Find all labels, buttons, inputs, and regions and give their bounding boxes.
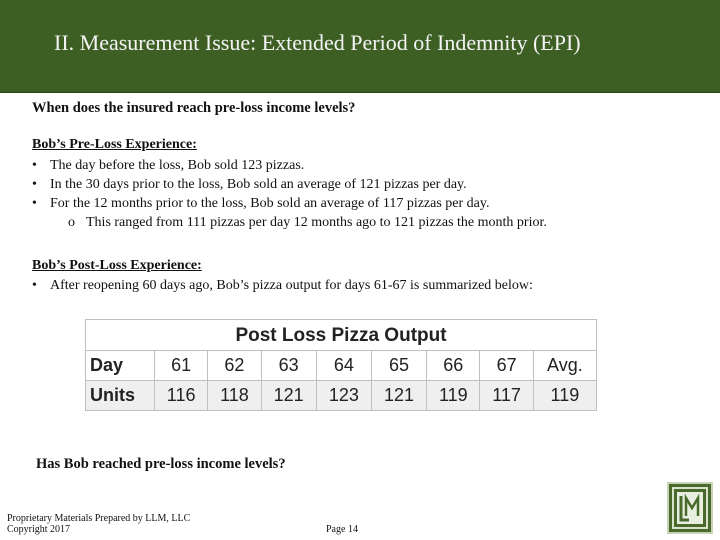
bullet-icon: •	[32, 158, 37, 173]
row-header-units: Units	[86, 381, 155, 411]
day-cell: 66	[427, 351, 480, 381]
company-logo	[667, 482, 713, 534]
bullet-icon: •	[32, 177, 37, 192]
day-cell: 67	[480, 351, 533, 381]
slide-title: II. Measurement Issue: Extended Period of Indemnity (EPI)	[54, 30, 581, 55]
list-item: • For the 12 months prior to the loss, Bob sold an average of 117 pizzas per day.	[32, 196, 490, 211]
sub-list-item: o This ranged from 111 pizzas per day 12 months ago to 121 pizzas the month prior.	[68, 215, 547, 230]
footer-line-1: Proprietary Materials Prepared by LLM, LLC	[7, 513, 191, 524]
units-avg-cell: 119	[533, 381, 596, 411]
key-question: When does the insured reach pre-loss income levels?	[32, 100, 356, 116]
list-item: • After reopening 60 days ago, Bob’s pizza output for days 61-67 is summarized below:	[32, 278, 533, 293]
units-cell: 119	[427, 381, 480, 411]
footer-copyright	[7, 513, 190, 535]
bullet-icon: •	[32, 196, 37, 211]
day-cell: 62	[208, 351, 261, 381]
units-cell: 116	[155, 381, 208, 411]
sub-bullet-icon: o	[68, 215, 75, 230]
footer-line-2: Copyright 2017	[7, 524, 71, 535]
units-cell: 118	[208, 381, 261, 411]
bullet-icon: •	[32, 278, 37, 293]
day-cell: 63	[261, 351, 316, 381]
slide-header	[0, 0, 720, 93]
pizza-output-table	[85, 319, 597, 411]
avg-header-cell: Avg.	[533, 351, 596, 381]
page-number: Page 14	[326, 524, 358, 535]
day-cell: 61	[155, 351, 208, 381]
day-cell: 65	[371, 351, 426, 381]
units-cell: 121	[371, 381, 426, 411]
row-header-day: Day	[86, 351, 155, 381]
table-row-day	[86, 351, 597, 381]
list-item: • In the 30 days prior to the loss, Bob sold an average of 121 pizzas per day.	[32, 177, 467, 192]
post-loss-list	[32, 276, 533, 295]
pre-loss-list	[32, 156, 547, 232]
closing-question: Has Bob reached pre-loss income levels?	[36, 456, 286, 472]
pre-loss-heading: Bob’s Pre-Loss Experience:	[32, 137, 197, 152]
table-row-units	[86, 381, 597, 411]
list-item: • The day before the loss, Bob sold 123 pizzas.	[32, 158, 305, 173]
table-grid	[85, 350, 597, 411]
day-cell: 64	[316, 351, 371, 381]
table-title: Post Loss Pizza Output	[85, 319, 597, 350]
llm-logo-icon	[669, 484, 711, 532]
units-cell: 123	[316, 381, 371, 411]
post-loss-heading: Bob’s Post-Loss Experience:	[32, 258, 202, 273]
units-cell: 121	[261, 381, 316, 411]
units-cell: 117	[480, 381, 533, 411]
